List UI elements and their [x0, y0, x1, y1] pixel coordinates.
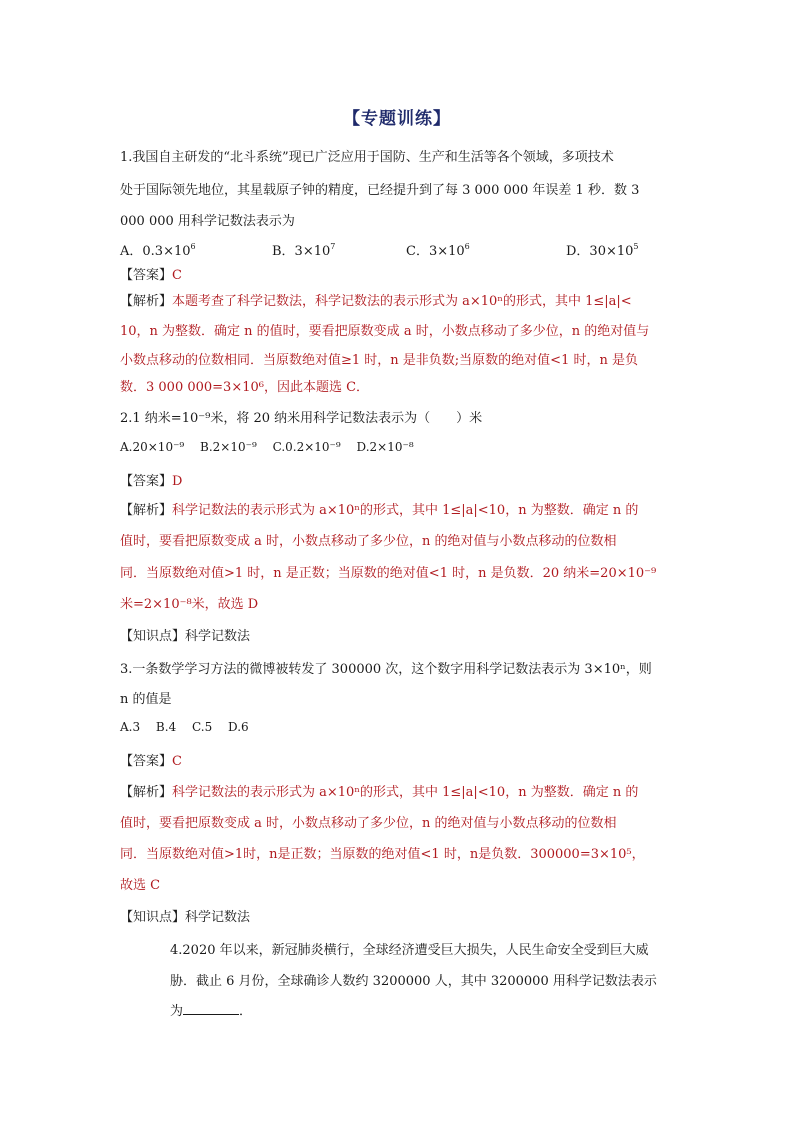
q1-option-a-exp: 6 [190, 241, 196, 251]
q4-stem-suffix: ． [239, 1004, 253, 1019]
q4-stem-prefix: 为 [170, 1004, 184, 1019]
q3-knowledge-point [120, 906, 250, 925]
answer-label: 【答案】 [120, 474, 173, 489]
answer-label: 【答案】 [120, 268, 173, 283]
analysis-text: 科学记数法的表示形式为 a×10ⁿ的形式，其中 1≤|a|<10，n 为整数．确定 n 的 [172, 503, 639, 518]
q1-stem-line-1: 1.我国自主研发的“北斗系统”现已广泛应用于国防、生产和生活等各个领域，多项技术 [120, 150, 614, 165]
q3-stem-line-2: n 的值是 [120, 692, 172, 707]
q1-option-b-exp: 7 [330, 241, 336, 251]
q4-stem-line-3 [170, 1000, 252, 1019]
q3-analysis-line-4: 故选 C [120, 878, 161, 893]
q3-analysis-line-1 [120, 781, 638, 800]
q1-answer [120, 264, 182, 283]
q1-option-a-text: A．0.3×10 [120, 244, 191, 259]
q3-analysis-line-3: 同．当原数绝对值>1时，n是正数；当原数的绝对值<1 时，n是负数．300000=3×10⁵， [120, 847, 645, 862]
q2-answer [120, 470, 182, 489]
q1-option-a [120, 240, 196, 259]
q4-stem-line-2: 胁．截止 6 月份，全球确诊人数约 3200000 人，其中 3200000 用科学记数法表示 [170, 974, 657, 989]
q1-stem-line-2: 处于国际领先地位，其星载原子钟的精度，已经提升到了每 3 000 000 年误差 1 秒．数 3 [120, 183, 640, 198]
answer-label: 【答案】 [120, 754, 173, 769]
q1-option-d-exp: 5 [633, 241, 639, 251]
q3-stem-line-1: 3.一条数学学习方法的微博被转发了 300000 次，这个数字用科学记数法表示为 3×10ⁿ，则 [120, 662, 652, 677]
analysis-label: 【解析】 [120, 503, 173, 518]
q1-analysis-line-2: 10，n 为整数．确定 n 的值时，要看把原数变成 a 时，小数点移动了多少位，n 的绝对值与 [120, 324, 650, 339]
q1-analysis-line-1 [120, 290, 632, 309]
q2-analysis-line-1 [120, 499, 638, 518]
answer-value: C [172, 754, 182, 769]
answer-blank[interactable] [183, 1002, 239, 1015]
q1-option-d-text: D．30×10 [566, 244, 634, 259]
q1-option-c [406, 240, 470, 259]
analysis-text: 本题考查了科学记数法，科学记数法的表示形式为 a×10ⁿ的形式，其中 1≤|a|< [172, 294, 632, 309]
q1-analysis-line-4: 数．3 000 000=3×10⁶，因此本题选 C． [120, 380, 370, 395]
analysis-label: 【解析】 [120, 785, 173, 800]
q3-answer [120, 750, 182, 769]
q1-option-d [566, 240, 639, 259]
q3-options: A.3 B.4 C.5 D.6 [120, 720, 249, 734]
q1-stem-line-3: 000 000 用科学记数法表示为 [120, 214, 295, 229]
knowledge-point-text: 科学记数法 [185, 629, 251, 644]
q1-option-c-exp: 6 [464, 241, 470, 251]
q2-options: A.20×10⁻⁹ B.2×10⁻⁹ C.0.2×10⁻⁹ D.2×10⁻⁸ [120, 440, 414, 454]
answer-value: C [172, 268, 182, 283]
page-title: 【专题训练】 [343, 109, 451, 129]
q2-knowledge-point [120, 625, 250, 644]
q2-stem-line-1: 2.1 纳米=10⁻⁹米，将 20 纳米用科学记数法表示为（ ）米 [120, 411, 483, 426]
knowledge-point-label: 【知识点】 [120, 629, 186, 644]
q1-option-b [272, 240, 335, 259]
q1-option-c-text: C．3×10 [406, 244, 465, 259]
analysis-text: 科学记数法的表示形式为 a×10ⁿ的形式，其中 1≤|a|<10，n 为整数．确定 n 的 [172, 785, 639, 800]
q2-analysis-line-4: 米=2×10⁻⁸米，故选 D [120, 597, 259, 612]
knowledge-point-text: 科学记数法 [185, 910, 251, 925]
answer-value: D [172, 474, 183, 489]
q3-analysis-line-2: 值时，要看把原数变成 a 时，小数点移动了多少位，n 的绝对值与小数点移动的位数相 [120, 816, 617, 831]
analysis-label: 【解析】 [120, 294, 173, 309]
knowledge-point-label: 【知识点】 [120, 910, 186, 925]
q4-stem-line-1: 4.2020 年以来，新冠肺炎横行，全球经济遭受巨大损失，人民生命安全受到巨大威 [170, 943, 649, 958]
q2-analysis-line-3: 同．当原数绝对值>1 时，n 是正数；当原数的绝对值<1 时，n 是负数．20 纳米=20×10⁻⁹ [120, 566, 657, 581]
q1-analysis-line-3: 小数点移动的位数相同．当原数绝对值≥1 时，n 是非负数;当原数的绝对值<1 时，n 是负 [120, 353, 638, 368]
q1-option-b-text: B．3×10 [272, 244, 331, 259]
q2-analysis-line-2: 值时，要看把原数变成 a 时，小数点移动了多少位，n 的绝对值与小数点移动的位数相 [120, 534, 617, 549]
